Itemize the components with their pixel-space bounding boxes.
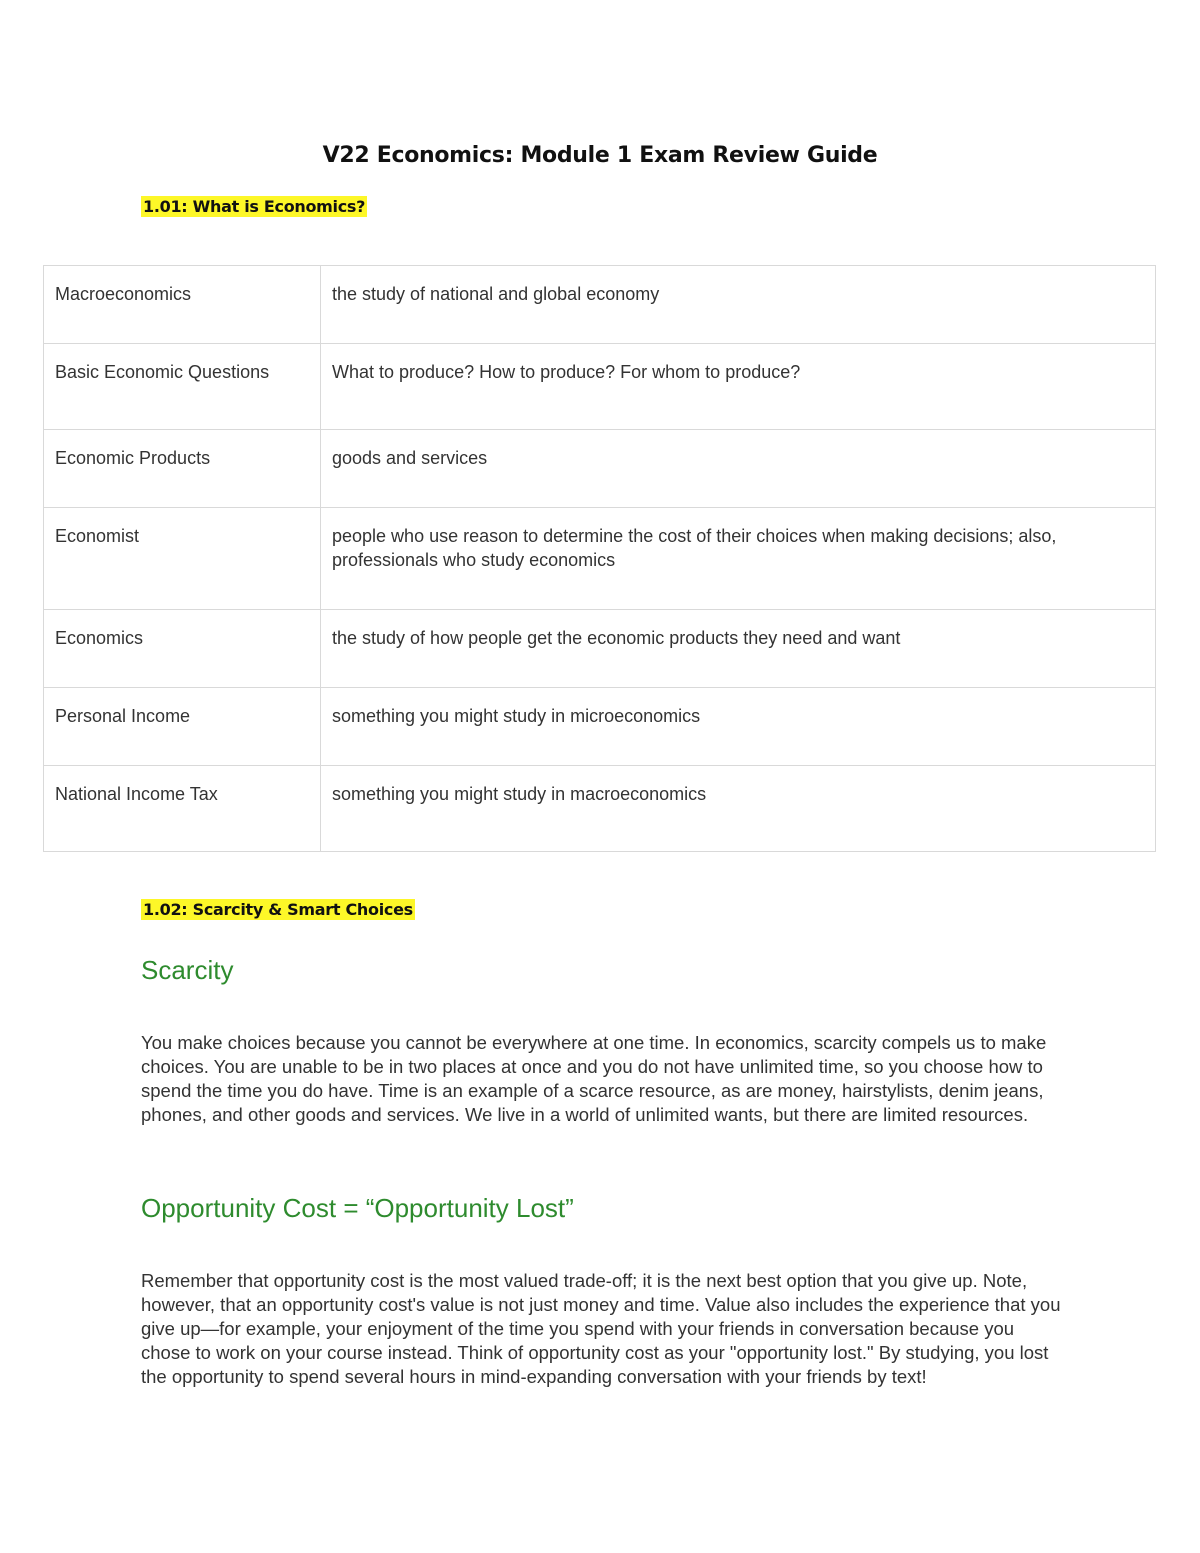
term-cell: Macroeconomics (44, 266, 321, 344)
table-row (44, 766, 1156, 852)
definition-cell: something you might study in macroeconomics (321, 766, 1156, 852)
table-row (44, 266, 1156, 344)
definition-cell: people who use reason to determine the cost of their choices when making decisions; also, professionals who study economics (321, 508, 1156, 610)
definition-cell: What to produce? How to produce? For whom to produce? (321, 344, 1156, 430)
scarcity-paragraph: You make choices because you cannot be everywhere at one time. In economics, scarcity compels us to make choices. You are unable to be in two places at once and you do not have unlimited time, so you choose how to spend the time you do have. Time is an example of a scarce resource, as are money, hairstylists, denim jeans, phones, and other goods and services. We live in a world of unlimited wants, but there are limited resources. (141, 1032, 1047, 1125)
definition-cell: something you might study in microeconomics (321, 688, 1156, 766)
opportunity-cost-paragraph: Remember that opportunity cost is the most valued trade-off; it is the next best option that you give up. Note, however, that an opportunity cost's value is not just money and time. Value also includes the experience that you give up—for example, your enjoyment of the time you spend with your friends in conversation because you chose to work on your course instead. Think of opportunity cost as your "opportunity lost." By studying, you lost the opportunity to spend several hours in mind-expanding conversation with your friends by text! (141, 1270, 1061, 1387)
page-title: V22 Economics: Module 1 Exam Review Guide (322, 143, 878, 168)
term-cell: Basic Economic Questions (44, 344, 321, 430)
term-cell: Economic Products (44, 430, 321, 508)
term-cell: Personal Income (44, 688, 321, 766)
section-heading-1-02: 1.02: Scarcity & Smart Choices (143, 900, 413, 919)
opportunity-cost-heading: Opportunity Cost = “Opportunity Lost” (141, 1193, 574, 1223)
table-row (44, 688, 1156, 766)
definition-cell: the study of national and global economy (321, 266, 1156, 344)
section-heading-1-01: 1.01: What is Economics? (143, 197, 366, 216)
terms-table (43, 265, 1156, 852)
term-cell: Economist (44, 508, 321, 610)
table-row (44, 344, 1156, 430)
table-row (44, 610, 1156, 688)
scarcity-heading: Scarcity (141, 955, 234, 985)
term-cell: Economics (44, 610, 321, 688)
table-row (44, 430, 1156, 508)
term-cell: National Income Tax (44, 766, 321, 852)
definition-cell: goods and services (321, 430, 1156, 508)
definition-cell: the study of how people get the economic products they need and want (321, 610, 1156, 688)
table-row (44, 508, 1156, 610)
